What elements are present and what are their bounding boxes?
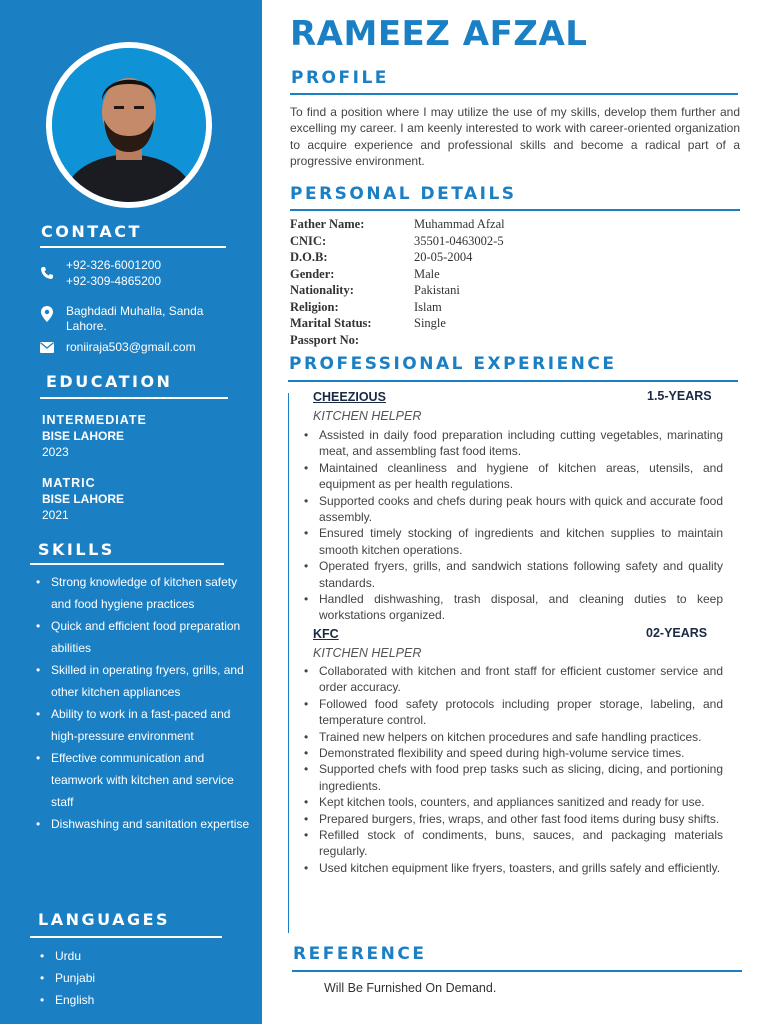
list-item: • Assisted in daily food preparation including cutting vegetables, marinating meat, and assembling fast food items. <box>303 427 723 460</box>
location-pin-icon <box>40 306 56 322</box>
reference-heading: REFERENCE <box>293 944 427 964</box>
list-item: • Operated fryers, grills, and sandwich stations following safety and quality standards. <box>303 558 723 591</box>
person-photo-icon <box>52 48 206 202</box>
detail-label: Marital Status: <box>290 316 372 330</box>
job-duration: 02-YEARS <box>646 626 708 640</box>
profile-divider <box>290 93 738 95</box>
profile-heading: PROFILE <box>291 68 389 88</box>
education-heading: EDUCATION <box>46 372 173 391</box>
education-year: 2023 <box>42 445 69 459</box>
detail-label: Passport No: <box>290 332 360 347</box>
list-item: • Effective communication and teamwork with kitchen and service staff <box>30 747 252 813</box>
detail-label: Gender: <box>290 266 335 281</box>
profile-summary: To find a position where I may utilize the use of my skills, develop them further and excelling my career. I am keenly interested to work with career-oriented organization to acquire experience and professional skills and become a radical part of a progressive environment. <box>290 105 740 169</box>
detail-label: Religion: <box>290 299 339 314</box>
candidate-name: RAMEEZ AFZAL <box>290 14 588 54</box>
list-item: • Urdu <box>30 945 95 967</box>
contact-heading: CONTACT <box>41 222 142 241</box>
detail-value: 20-05-2004 <box>414 250 473 264</box>
skills-heading: SKILLS <box>38 540 115 559</box>
contact-divider <box>40 246 226 248</box>
education-entry-matric <box>42 475 124 523</box>
education-level: MATRIC <box>42 476 96 490</box>
education-board: BISE LAHORE <box>42 429 125 443</box>
list-item: • Ensured timely stocking of ingredients and kitchen supplies to maintain smooth kitchen operations. <box>303 525 723 558</box>
personal-details-labels <box>290 216 372 348</box>
skills-divider <box>30 563 224 565</box>
job-company: CHEEZIOUS <box>313 390 386 404</box>
detail-value: Pakistani <box>414 283 460 297</box>
experience-heading: PROFESSIONAL EXPERIENCE <box>289 354 617 374</box>
experience-timeline-line <box>288 393 289 933</box>
education-board: BISE LAHORE <box>42 492 125 506</box>
list-item: • Collaborated with kitchen and front staff for efficient customer service and order accuracy. <box>303 663 723 696</box>
list-item: • Ability to work in a fast-paced and high-pressure environment <box>30 703 252 747</box>
phone-number-1[interactable]: +92-326-6001200 <box>66 258 162 272</box>
job-duties-list <box>303 427 723 624</box>
list-item: • Trained new helpers on kitchen procedures and safe handling practices. <box>303 729 723 745</box>
email-link[interactable]: roniiraja503@gmail.com <box>66 340 196 354</box>
list-item: • Demonstrated flexibility and speed during high-volume service times. <box>303 745 723 761</box>
profile-photo-frame <box>46 42 212 208</box>
list-item: • Refilled stock of condiments, buns, sauces, and packaging materials regularly. <box>303 827 723 860</box>
list-item: • Quick and efficient food preparation abilities <box>30 615 252 659</box>
detail-label: D.O.B: <box>290 250 328 264</box>
list-item: • Supported chefs with food prep tasks such as slicing, dicing, and portioning ingredients. <box>303 761 723 794</box>
list-item: • English <box>30 989 95 1011</box>
mail-icon <box>40 342 56 358</box>
detail-label: Father Name: <box>290 217 365 231</box>
detail-label: CNIC: <box>290 233 327 248</box>
languages-divider <box>30 936 222 938</box>
languages-list <box>30 945 95 1011</box>
list-item: • Strong knowledge of kitchen safety and food hygiene practices <box>30 571 252 615</box>
education-year: 2021 <box>42 508 69 522</box>
detail-value: Male <box>414 266 440 281</box>
detail-value: Single <box>414 316 446 330</box>
list-item: • Supported cooks and chefs during peak hours with quick and accurate food assembly. <box>303 493 723 526</box>
detail-value: Islam <box>414 299 442 314</box>
skills-list <box>30 571 252 835</box>
address-line-2: Lahore. <box>66 319 107 333</box>
list-item: • Followed food safety protocols including proper storage, labeling, and temperature control. <box>303 696 723 729</box>
list-item: • Prepared burgers, fries, wraps, and other fast food items during busy shifts. <box>303 811 723 827</box>
phone-icon <box>40 266 56 282</box>
list-item: • Punjabi <box>30 967 95 989</box>
list-item: • Skilled in operating fryers, grills, and other kitchen appliances <box>30 659 252 703</box>
education-level: INTERMEDIATE <box>42 413 147 427</box>
sidebar <box>0 0 262 1024</box>
phone-number-2[interactable]: +92-309-4865200 <box>66 274 162 288</box>
experience-divider <box>288 380 738 382</box>
personal-details-values <box>414 216 505 332</box>
languages-heading: LANGUAGES <box>38 910 171 929</box>
list-item: • Kept kitchen tools, counters, and appliances sanitized and ready for use. <box>303 794 723 810</box>
job-role: KITCHEN HELPER <box>313 409 422 423</box>
list-item: • Handled dishwashing, trash disposal, and cleaning duties to keep workstations organized. <box>303 591 723 624</box>
job-duties-list <box>303 663 723 876</box>
job-duration: 1.5-YEARS <box>647 389 712 403</box>
list-item: • Used kitchen equipment like fryers, toasters, and grills safely and efficiently. <box>303 860 723 876</box>
education-divider <box>40 397 228 399</box>
job-role: KITCHEN HELPER <box>313 646 422 660</box>
personal-details-divider <box>290 209 740 211</box>
list-item: • Maintained cleanliness and hygiene of kitchen areas, utensils, and equipment as per health regulations. <box>303 460 723 493</box>
personal-details-heading: PERSONAL DETAILS <box>290 184 517 204</box>
list-item: • Dishwashing and sanitation expertise <box>30 813 252 835</box>
reference-divider <box>292 970 742 972</box>
education-entry-intermediate <box>42 412 147 460</box>
detail-value: 35501-0463002-5 <box>414 233 504 248</box>
detail-label: Nationality: <box>290 283 354 297</box>
reference-text: Will Be Furnished On Demand. <box>324 981 497 995</box>
job-company: KFC <box>313 627 339 641</box>
address-line-1: Baghdadi Muhalla, Sanda <box>66 304 204 318</box>
detail-value: Muhammad Afzal <box>414 217 505 231</box>
